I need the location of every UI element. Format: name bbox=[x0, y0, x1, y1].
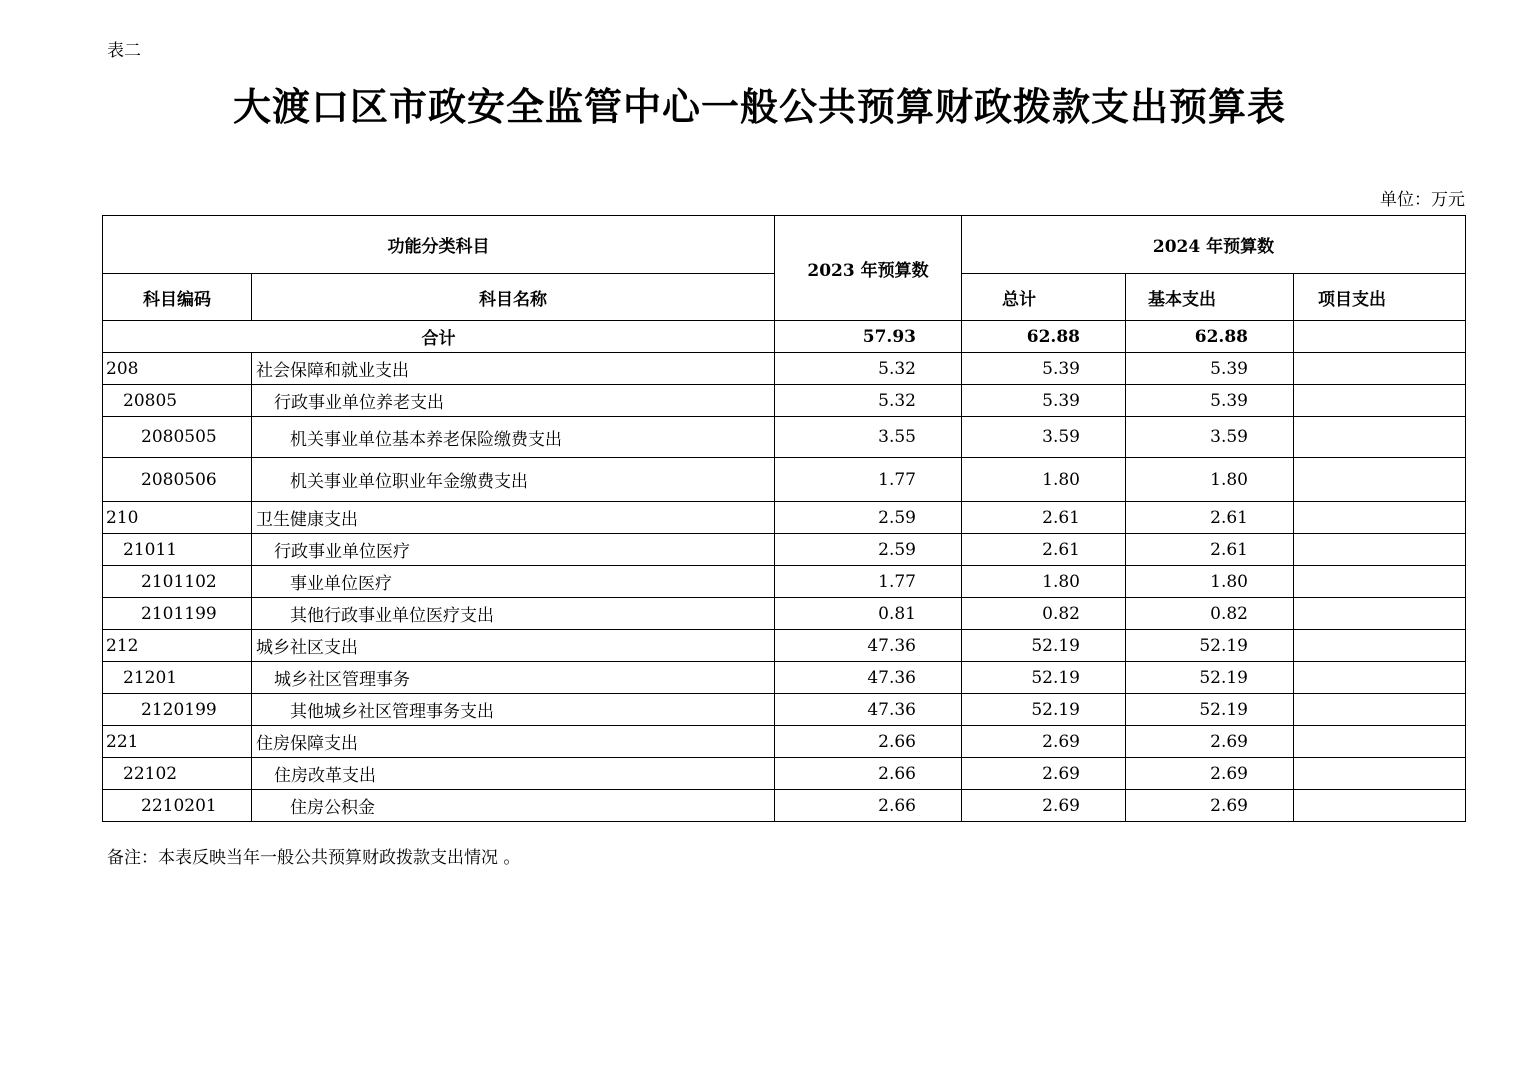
row-name: 其他城乡社区管理事务支出 bbox=[252, 694, 775, 726]
row-budget-2023: 5.32 bbox=[775, 385, 962, 417]
document-title: 大渡口区市政安全监管中心一般公共预算财政拨款支出预算表 bbox=[232, 84, 1286, 129]
row-project bbox=[1294, 598, 1466, 630]
row-name: 机关事业单位基本养老保险缴费支出 bbox=[252, 417, 775, 458]
header-budget-2024: 2024 年预算数 bbox=[962, 216, 1466, 274]
row-code: 20805 bbox=[103, 385, 252, 417]
row-total: 0.82 bbox=[962, 598, 1126, 630]
table-row bbox=[103, 598, 1466, 630]
table-row bbox=[103, 502, 1466, 534]
row-total: 1.80 bbox=[962, 566, 1126, 598]
budget-table bbox=[102, 215, 1466, 822]
row-basic: 0.82 bbox=[1126, 598, 1294, 630]
row-project bbox=[1294, 458, 1466, 502]
row-total: 3.59 bbox=[962, 417, 1126, 458]
row-budget-2023: 3.55 bbox=[775, 417, 962, 458]
row-budget-2023: 47.36 bbox=[775, 694, 962, 726]
total-row bbox=[103, 321, 1466, 353]
table-row bbox=[103, 630, 1466, 662]
row-project bbox=[1294, 630, 1466, 662]
row-budget-2023: 2.66 bbox=[775, 758, 962, 790]
row-basic: 5.39 bbox=[1126, 353, 1294, 385]
table-row bbox=[103, 417, 1466, 458]
row-project bbox=[1294, 758, 1466, 790]
header-name: 科目名称 bbox=[252, 274, 775, 321]
row-code: 2101199 bbox=[103, 598, 252, 630]
row-name: 卫生健康支出 bbox=[252, 502, 775, 534]
table-row bbox=[103, 726, 1466, 758]
row-name: 其他行政事业单位医疗支出 bbox=[252, 598, 775, 630]
table-row bbox=[103, 758, 1466, 790]
row-total: 52.19 bbox=[962, 694, 1126, 726]
row-total: 2.69 bbox=[962, 790, 1126, 822]
row-total: 2.61 bbox=[962, 502, 1126, 534]
row-project bbox=[1294, 566, 1466, 598]
row-code: 2080505 bbox=[103, 417, 252, 458]
row-total: 2.69 bbox=[962, 726, 1126, 758]
table-row bbox=[103, 458, 1466, 502]
header-total: 总计 bbox=[962, 274, 1126, 321]
row-basic: 52.19 bbox=[1126, 662, 1294, 694]
row-name: 城乡社区支出 bbox=[252, 630, 775, 662]
row-project bbox=[1294, 534, 1466, 566]
header-basic: 基本支出 bbox=[1126, 274, 1294, 321]
total-label: 合计 bbox=[103, 321, 775, 353]
row-total: 52.19 bbox=[962, 630, 1126, 662]
row-code: 221 bbox=[103, 726, 252, 758]
total-budget-2023: 57.93 bbox=[775, 321, 962, 353]
document-label: 表二 bbox=[107, 41, 141, 61]
row-basic: 2.61 bbox=[1126, 534, 1294, 566]
row-total: 5.39 bbox=[962, 353, 1126, 385]
document-note: 备注：本表反映当年一般公共预算财政拨款支出情况 。 bbox=[107, 848, 521, 868]
total-basic: 62.88 bbox=[1126, 321, 1294, 353]
row-project bbox=[1294, 353, 1466, 385]
header-code: 科目编码 bbox=[103, 274, 252, 321]
row-budget-2023: 2.66 bbox=[775, 726, 962, 758]
row-name: 行政事业单位医疗 bbox=[252, 534, 775, 566]
row-project bbox=[1294, 790, 1466, 822]
row-name: 事业单位医疗 bbox=[252, 566, 775, 598]
row-code: 21201 bbox=[103, 662, 252, 694]
row-name: 住房保障支出 bbox=[252, 726, 775, 758]
row-code: 210 bbox=[103, 502, 252, 534]
row-total: 52.19 bbox=[962, 662, 1126, 694]
row-name: 住房公积金 bbox=[252, 790, 775, 822]
row-name: 机关事业单位职业年金缴费支出 bbox=[252, 458, 775, 502]
row-budget-2023: 2.59 bbox=[775, 534, 962, 566]
row-code: 2101102 bbox=[103, 566, 252, 598]
row-total: 1.80 bbox=[962, 458, 1126, 502]
row-total: 2.69 bbox=[962, 758, 1126, 790]
table-row bbox=[103, 566, 1466, 598]
row-budget-2023: 47.36 bbox=[775, 630, 962, 662]
total-project bbox=[1294, 321, 1466, 353]
row-basic: 52.19 bbox=[1126, 694, 1294, 726]
row-basic: 5.39 bbox=[1126, 385, 1294, 417]
row-code: 212 bbox=[103, 630, 252, 662]
unit-label: 单位：万元 bbox=[1380, 190, 1465, 210]
row-code: 22102 bbox=[103, 758, 252, 790]
row-project bbox=[1294, 694, 1466, 726]
table-row bbox=[103, 790, 1466, 822]
row-basic: 1.80 bbox=[1126, 566, 1294, 598]
row-code: 2080506 bbox=[103, 458, 252, 502]
table-row bbox=[103, 534, 1466, 566]
row-project bbox=[1294, 502, 1466, 534]
row-basic: 2.69 bbox=[1126, 758, 1294, 790]
row-project bbox=[1294, 417, 1466, 458]
row-basic: 3.59 bbox=[1126, 417, 1294, 458]
row-basic: 2.69 bbox=[1126, 790, 1294, 822]
row-code: 208 bbox=[103, 353, 252, 385]
row-name: 城乡社区管理事务 bbox=[252, 662, 775, 694]
row-budget-2023: 5.32 bbox=[775, 353, 962, 385]
table-row bbox=[103, 353, 1466, 385]
row-project bbox=[1294, 662, 1466, 694]
row-budget-2023: 47.36 bbox=[775, 662, 962, 694]
row-budget-2023: 1.77 bbox=[775, 566, 962, 598]
row-budget-2023: 1.77 bbox=[775, 458, 962, 502]
row-budget-2023: 2.59 bbox=[775, 502, 962, 534]
row-basic: 2.61 bbox=[1126, 502, 1294, 534]
row-basic: 2.69 bbox=[1126, 726, 1294, 758]
table-row bbox=[103, 694, 1466, 726]
row-budget-2023: 2.66 bbox=[775, 790, 962, 822]
table-row bbox=[103, 662, 1466, 694]
row-project bbox=[1294, 385, 1466, 417]
row-total: 5.39 bbox=[962, 385, 1126, 417]
row-name: 住房改革支出 bbox=[252, 758, 775, 790]
row-code: 2210201 bbox=[103, 790, 252, 822]
header-category: 功能分类科目 bbox=[103, 216, 775, 274]
row-budget-2023: 0.81 bbox=[775, 598, 962, 630]
row-code: 2120199 bbox=[103, 694, 252, 726]
row-total: 2.61 bbox=[962, 534, 1126, 566]
header-budget-2023: 2023 年预算数 bbox=[775, 216, 962, 321]
row-basic: 1.80 bbox=[1126, 458, 1294, 502]
row-code: 21011 bbox=[103, 534, 252, 566]
row-project bbox=[1294, 726, 1466, 758]
table-row bbox=[103, 385, 1466, 417]
total-total: 62.88 bbox=[962, 321, 1126, 353]
header-project: 项目支出 bbox=[1294, 274, 1466, 321]
row-name: 行政事业单位养老支出 bbox=[252, 385, 775, 417]
row-name: 社会保障和就业支出 bbox=[252, 353, 775, 385]
row-basic: 52.19 bbox=[1126, 630, 1294, 662]
